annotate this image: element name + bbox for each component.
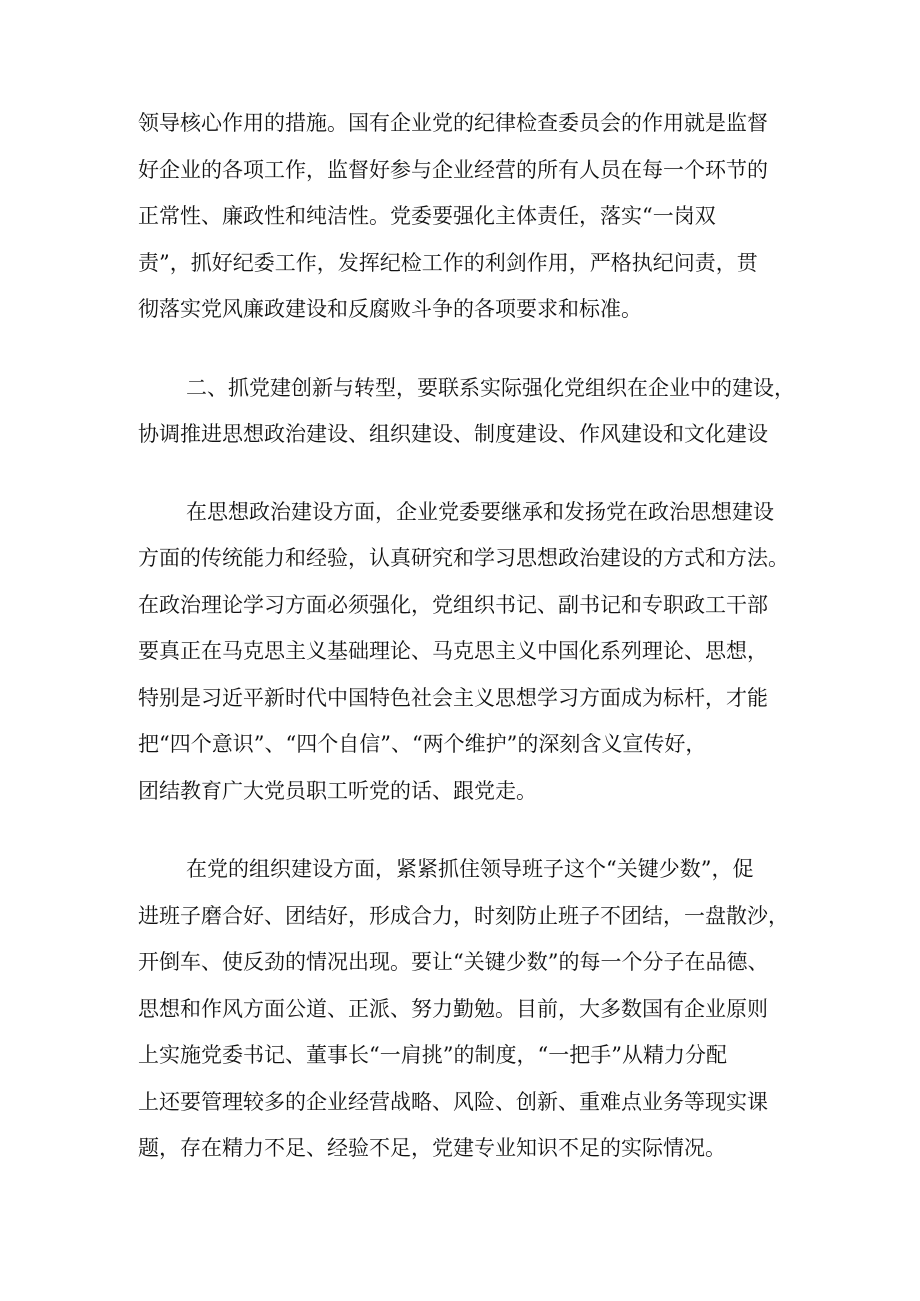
paragraph-line: 正常性、廉政性和纯洁性。党委要强化主体责任，落实“一岗双 (138, 204, 716, 228)
paragraph-line: 在思想政治建设方面，企业党委要继承和发扬党在政治思想建设 (186, 500, 774, 524)
paragraph-line: 在党的组织建设方面，紧紧抓住领导班子这个“关键少数”，促 (186, 857, 754, 881)
heading-line: 协调推进思想政治建设、组织建设、制度建设、作风建设和文化建设 (138, 422, 768, 446)
paragraph-line: 领导核心作用的措施。国有企业党的纪律检查委员会的作用就是监督 (138, 111, 768, 135)
paragraph-line: 方面的传统能力和经验，认真研究和学习思想政治建设的方式和方法。 (138, 546, 789, 570)
paragraph-line: 彻落实党风廉政建设和反腐败斗争的各项要求和标准。 (138, 297, 642, 321)
paragraph-line: 上还要管理较多的企业经营战略、风险、创新、重难点业务等现实课 (138, 1090, 768, 1114)
paragraph-line: 把“四个意识”、“四个自信”、“两个维护”的深刻含义宣传好， (138, 732, 707, 756)
heading-line: 二、抓党建创新与转型，要联系实际强化党组织在企业中的建设， (186, 376, 795, 400)
paragraph-line: 好企业的各项工作，监督好参与企业经营的所有人员在每一个环节的 (138, 158, 768, 182)
paragraph-line: 题，存在精力不足、经验不足，党建专业知识不足的实际情况。 (138, 1136, 726, 1160)
paragraph-line: 团结教育广大党员职工听党的话、跟党走。 (138, 779, 537, 803)
paragraph-line: 在政治理论学习方面必须强化，党组织书记、副书记和专职政工干部 (138, 593, 768, 617)
paragraph-line: 进班子磨合好、团结好，形成合力，时刻防止班子不团结，一盘散沙， (138, 904, 789, 928)
paragraph-line: 开倒车、使反劲的情况出现。要让“关键少数”的每一个分子在品德、 (138, 950, 769, 974)
paragraph-line: 思想和作风方面公道、正派、努力勤勉。目前，大多数国有企业原则 (138, 997, 768, 1021)
paragraph-line: 要真正在马克思主义基础理论、马克思主义中国化系列理论、思想， (138, 639, 768, 663)
paragraph-line: 责”，抓好纪委工作，发挥纪检工作的利剑作用，严格执纪问责，贯 (138, 251, 758, 275)
paragraph-line: 上实施党委书记、董事长“一肩挑”的制度，“一把手”从精力分配 (138, 1043, 727, 1067)
paragraph-line: 特别是习近平新时代中国特色社会主义思想学习方面成为标杆，才能 (138, 686, 768, 710)
